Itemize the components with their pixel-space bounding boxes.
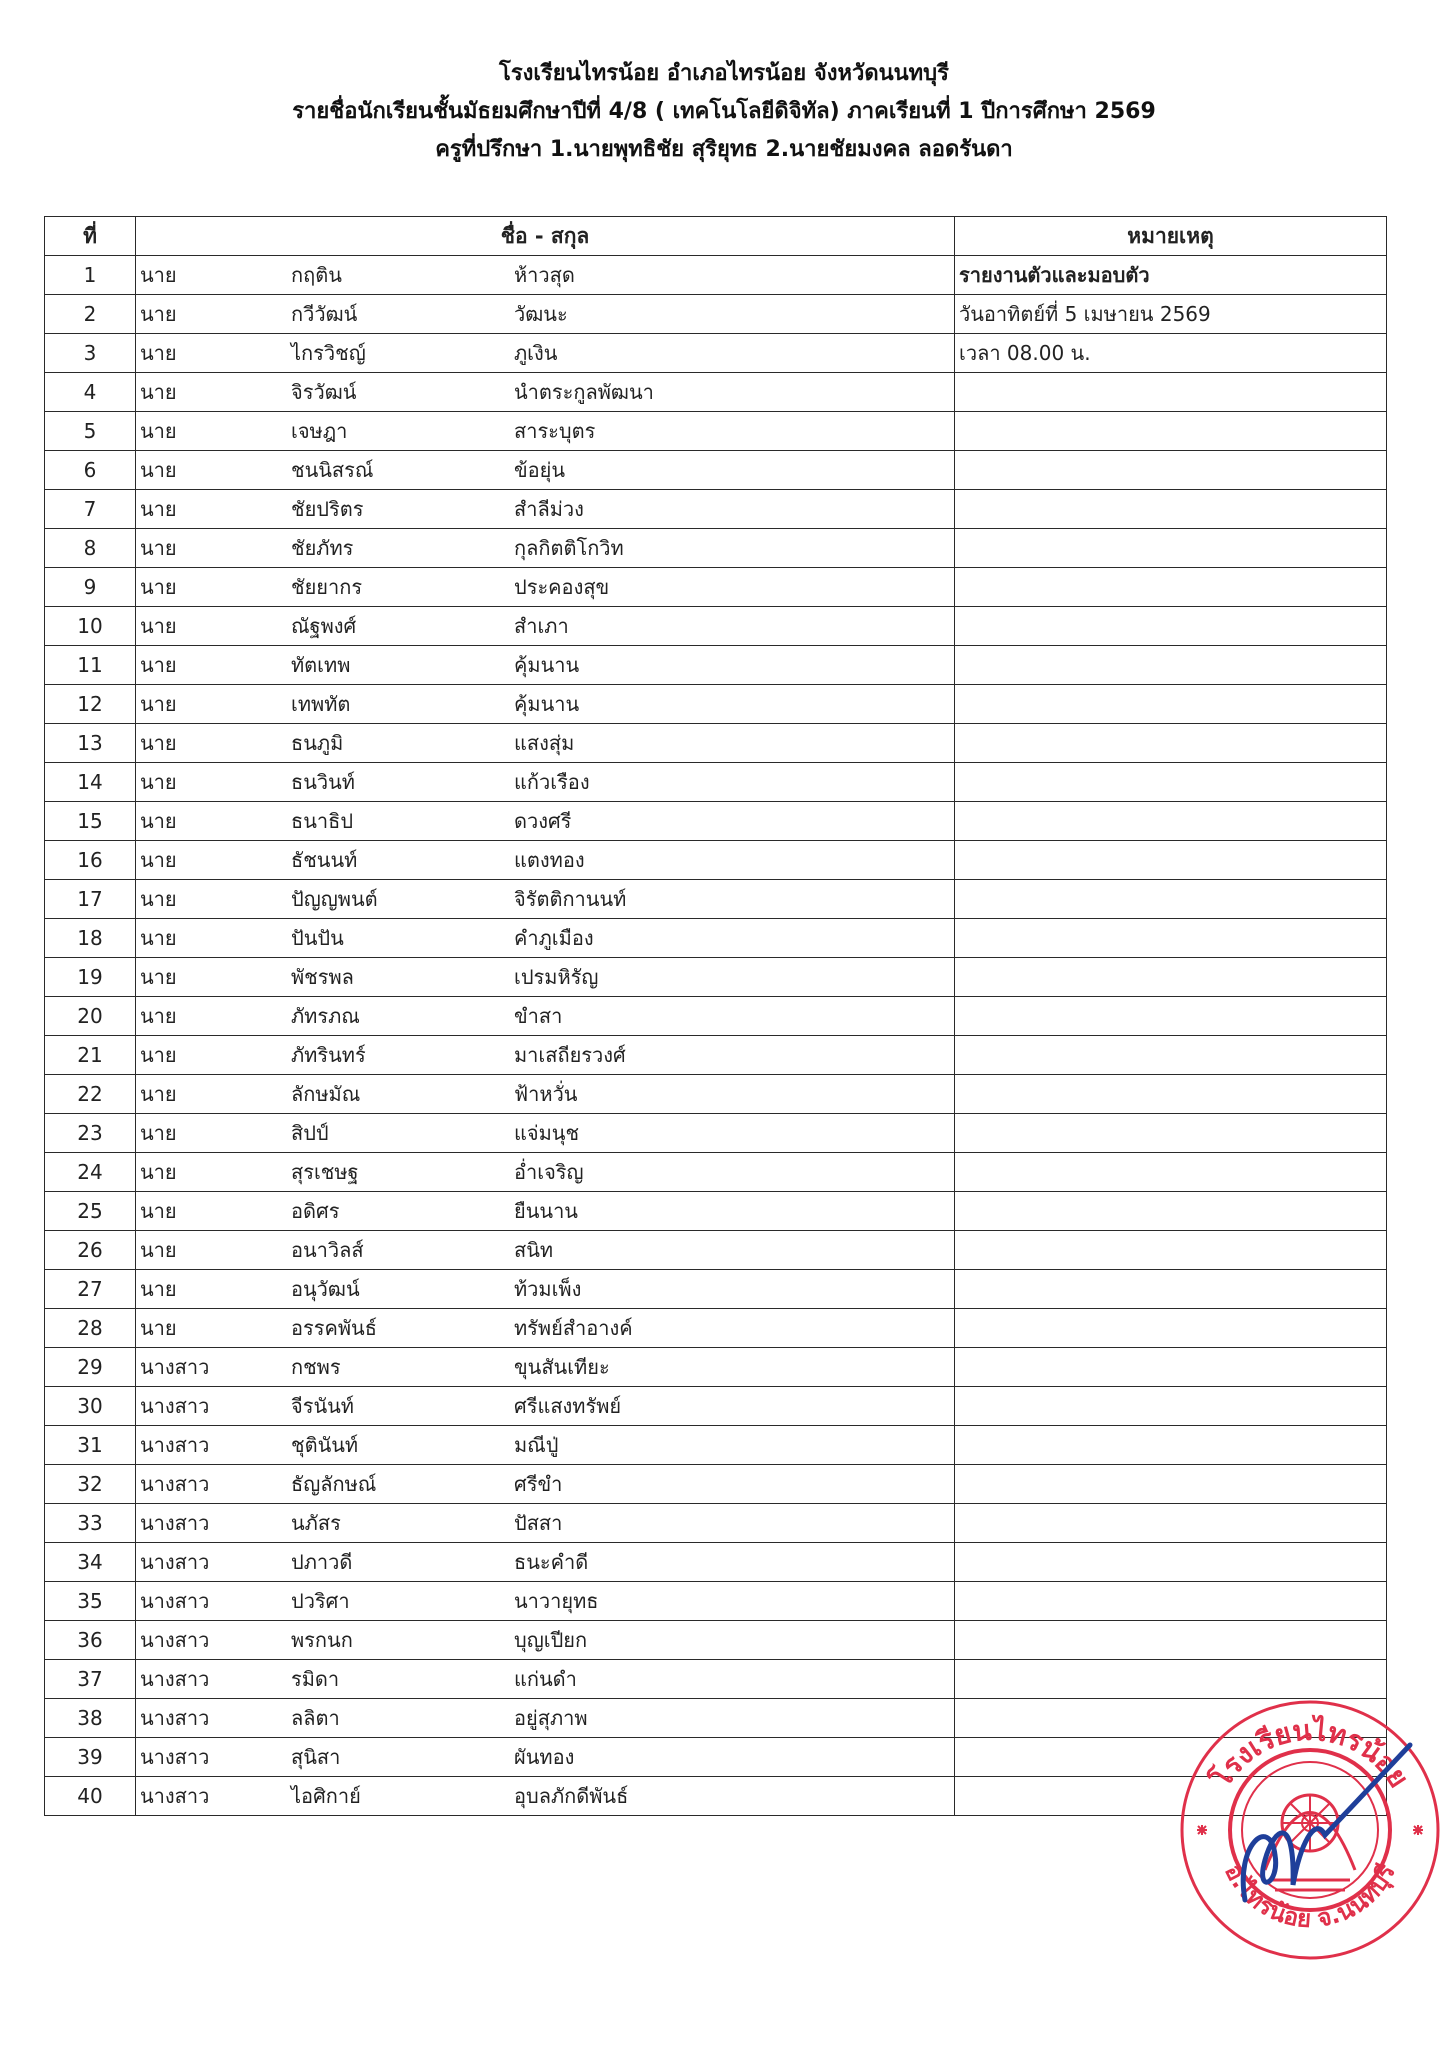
first-name: ปัญญพนต์ — [291, 887, 378, 911]
remark-cell — [955, 1465, 1387, 1504]
row-number: 18 — [45, 919, 136, 958]
first-name: สุนิสา — [291, 1745, 341, 1769]
row-number: 32 — [45, 1465, 136, 1504]
first-name: กฤติน — [291, 263, 342, 287]
table-header-row — [45, 217, 1387, 256]
table-row — [45, 334, 1387, 373]
remark-cell — [955, 802, 1387, 841]
name-title: นาย — [140, 848, 177, 872]
table-row — [45, 802, 1387, 841]
table-row — [45, 1348, 1387, 1387]
first-name: ธนวินท์ — [291, 770, 355, 794]
student-name — [136, 451, 955, 490]
last-name: นาวายุทธ — [514, 1589, 599, 1613]
last-name: ท้วมเพ็ง — [514, 1277, 582, 1301]
first-name: ปภาวดี — [291, 1550, 353, 1574]
student-name — [136, 997, 955, 1036]
student-name — [136, 1075, 955, 1114]
name-title: นาย — [140, 1043, 177, 1067]
table-row — [45, 1231, 1387, 1270]
table-row — [45, 1660, 1387, 1699]
name-title: นาย — [140, 1082, 177, 1106]
name-title: นาย — [140, 1004, 177, 1028]
student-name — [136, 1192, 955, 1231]
last-name: มาเสถียรวงศ์ — [514, 1043, 626, 1067]
remark-cell — [955, 529, 1387, 568]
name-title: นาย — [140, 1199, 177, 1223]
student-name — [136, 1387, 955, 1426]
last-name: ฟ้าหวั่น — [514, 1082, 578, 1106]
remark-cell — [955, 1348, 1387, 1387]
table-row — [45, 295, 1387, 334]
name-title: นางสาว — [140, 1589, 210, 1613]
student-name — [136, 1738, 955, 1777]
school-name: โรงเรียนไทรน้อย อำเภอไทรน้อย จังหวัดนนทบุรี — [499, 61, 949, 86]
last-name: นำตระกูลพัฒนา — [514, 380, 654, 404]
remark-cell — [955, 607, 1387, 646]
table-row — [45, 1075, 1387, 1114]
advisors: ครูที่ปรึกษา 1.นายพุทธิชัย สุริยุทธ 2.นายชัยมงคล ลอดรันดา — [435, 137, 1013, 162]
name-title: นาย — [140, 731, 177, 755]
table-row — [45, 1504, 1387, 1543]
name-title: นาย — [140, 1160, 177, 1184]
name-title: นางสาว — [140, 1628, 210, 1652]
name-title: นางสาว — [140, 1394, 210, 1418]
last-name: วัฒนะ — [514, 302, 568, 326]
last-name: แก่นดำ — [514, 1667, 577, 1691]
name-title: นาย — [140, 614, 177, 638]
name-title: นาย — [140, 302, 177, 326]
remark-cell — [955, 451, 1387, 490]
name-title: นาย — [140, 263, 177, 287]
remark-cell — [955, 1582, 1387, 1621]
row-number: 39 — [45, 1738, 136, 1777]
remark-cell — [955, 646, 1387, 685]
remark-cell — [955, 841, 1387, 880]
student-name — [136, 919, 955, 958]
remark-cell: รายงานตัวและมอบตัว — [955, 256, 1387, 295]
first-name: ชนนิสรณ์ — [291, 458, 374, 482]
first-name: ธัชนนท์ — [291, 848, 358, 872]
last-name: ผันทอง — [514, 1745, 575, 1769]
student-name — [136, 763, 955, 802]
table-row — [45, 919, 1387, 958]
name-title: นางสาว — [140, 1706, 210, 1730]
row-number: 6 — [45, 451, 136, 490]
row-number: 24 — [45, 1153, 136, 1192]
remark-cell — [955, 1387, 1387, 1426]
student-name — [136, 1777, 955, 1816]
last-name: บุญเปียก — [514, 1628, 588, 1652]
last-name: ขำสา — [514, 1004, 563, 1028]
remark-cell — [955, 1309, 1387, 1348]
first-name: ชัยภัทร — [291, 536, 354, 560]
remark-cell — [955, 1543, 1387, 1582]
name-title: นางสาว — [140, 1355, 210, 1379]
roster-body — [45, 256, 1387, 1816]
name-title: นาย — [140, 380, 177, 404]
remark-cell — [955, 763, 1387, 802]
student-name — [136, 1465, 955, 1504]
first-name: ปวริศา — [291, 1589, 350, 1613]
name-title: นางสาว — [140, 1784, 210, 1808]
student-name — [136, 529, 955, 568]
last-name: จิรัตติกานนท์ — [514, 887, 627, 911]
name-title: นางสาว — [140, 1745, 210, 1769]
list-title: รายชื่อนักเรียนชั้นมัธยมศึกษาปีที่ 4/8 ( เทคโนโลยีดิจิทัล) ภาคเรียนที่ 1 ปีการศึกษา 2569 — [292, 99, 1156, 124]
row-number: 33 — [45, 1504, 136, 1543]
remark-cell — [955, 1192, 1387, 1231]
row-number: 2 — [45, 295, 136, 334]
last-name: ธนะคำดี — [514, 1550, 589, 1574]
first-name: นภัสร — [291, 1511, 341, 1535]
svg-text:โรงเรียนไทรน้อย: โรงเรียนไทรน้อย — [1204, 1713, 1416, 1794]
last-name: ทรัพย์สำอางค์ — [514, 1316, 633, 1340]
student-name — [136, 802, 955, 841]
name-title: นาย — [140, 926, 177, 950]
name-title: นาย — [140, 887, 177, 911]
name-title: นาย — [140, 536, 177, 560]
remark-cell — [955, 1426, 1387, 1465]
last-name: แตงทอง — [514, 848, 585, 872]
name-title: นาย — [140, 653, 177, 677]
column-header-name: ชื่อ - สกุล — [136, 217, 955, 256]
table-row — [45, 958, 1387, 997]
name-title: นาย — [140, 458, 177, 482]
row-number: 23 — [45, 1114, 136, 1153]
first-name: ทัตเทพ — [291, 653, 351, 677]
student-name — [136, 1621, 955, 1660]
first-name: กชพร — [291, 1355, 341, 1379]
table-row — [45, 1621, 1387, 1660]
name-title: นางสาว — [140, 1550, 210, 1574]
name-title: นางสาว — [140, 1433, 210, 1457]
first-name: จีรนันท์ — [291, 1394, 354, 1418]
remark-cell — [955, 568, 1387, 607]
first-name: ธนาธิป — [291, 809, 354, 833]
table-row — [45, 685, 1387, 724]
remark-cell — [955, 1660, 1387, 1699]
table-row — [45, 1387, 1387, 1426]
student-name — [136, 1036, 955, 1075]
table-row — [45, 1426, 1387, 1465]
first-name: ภัทรภณ — [291, 1004, 360, 1028]
table-row — [45, 373, 1387, 412]
column-header-remark: หมายเหตุ — [955, 217, 1387, 256]
row-number: 3 — [45, 334, 136, 373]
student-name — [136, 1114, 955, 1153]
first-name: ธัญลักษณ์ — [291, 1472, 377, 1496]
row-number: 9 — [45, 568, 136, 607]
remark-cell — [955, 412, 1387, 451]
table-row — [45, 997, 1387, 1036]
last-name: แจ่มนุช — [514, 1121, 580, 1145]
table-row — [45, 1270, 1387, 1309]
row-number: 37 — [45, 1660, 136, 1699]
first-name: ชัยยากร — [291, 575, 363, 599]
student-name — [136, 334, 955, 373]
last-name: ข้อยุ่น — [514, 458, 566, 482]
remark-cell — [955, 1114, 1387, 1153]
name-title: นางสาว — [140, 1667, 210, 1691]
row-number: 7 — [45, 490, 136, 529]
first-name: ชัยปริตร — [291, 497, 364, 521]
student-name — [136, 880, 955, 919]
remark-cell — [955, 685, 1387, 724]
table-row — [45, 1543, 1387, 1582]
name-title: นาย — [140, 419, 177, 443]
table-row — [45, 841, 1387, 880]
name-title: นาย — [140, 1238, 177, 1262]
student-name — [136, 607, 955, 646]
last-name: สำเภา — [514, 614, 569, 638]
last-name: ปัสสา — [514, 1511, 563, 1535]
last-name: ขุนสันเทียะ — [514, 1355, 610, 1379]
table-row — [45, 1114, 1387, 1153]
remark-cell — [955, 997, 1387, 1036]
table-row — [45, 1192, 1387, 1231]
name-title: นาย — [140, 497, 177, 521]
row-number: 12 — [45, 685, 136, 724]
name-title: นางสาว — [140, 1511, 210, 1535]
first-name: สุรเชษฐ — [291, 1160, 359, 1184]
row-number: 17 — [45, 880, 136, 919]
row-number: 40 — [45, 1777, 136, 1816]
last-name: สนิท — [514, 1238, 554, 1262]
student-name — [136, 295, 955, 334]
name-title: นางสาว — [140, 1472, 210, 1496]
student-name — [136, 841, 955, 880]
student-name — [136, 1543, 955, 1582]
student-roster-table — [44, 216, 1387, 1816]
last-name: ประคองสุข — [514, 575, 610, 599]
table-row — [45, 1153, 1387, 1192]
last-name: ศรีแสงทรัพย์ — [514, 1394, 622, 1418]
last-name: เปรมหิรัญ — [514, 965, 599, 989]
row-number: 34 — [45, 1543, 136, 1582]
first-name: เจษฎา — [291, 419, 348, 443]
student-name — [136, 1660, 955, 1699]
table-row — [45, 880, 1387, 919]
last-name: กุลกิตติโกวิท — [514, 536, 624, 560]
row-number: 31 — [45, 1426, 136, 1465]
last-name: สาระบุตร — [514, 419, 596, 443]
school-seal-stamp — [1175, 1695, 1445, 1965]
name-title: นาย — [140, 1316, 177, 1340]
table-row — [45, 412, 1387, 451]
first-name: ภัทรินทร์ — [291, 1043, 366, 1067]
remark-cell — [955, 958, 1387, 997]
table-row — [45, 607, 1387, 646]
name-title: นาย — [140, 770, 177, 794]
last-name: อุบลภักดีพันธ์ — [514, 1784, 629, 1808]
row-number: 1 — [45, 256, 136, 295]
row-number: 26 — [45, 1231, 136, 1270]
first-name: ลลิตา — [291, 1706, 340, 1730]
name-title: นาย — [140, 341, 177, 365]
table-row — [45, 1582, 1387, 1621]
student-name — [136, 1153, 955, 1192]
row-number: 20 — [45, 997, 136, 1036]
first-name: อนาวิลส์ — [291, 1238, 364, 1262]
student-name — [136, 1504, 955, 1543]
row-number: 13 — [45, 724, 136, 763]
student-name — [136, 1582, 955, 1621]
row-number: 19 — [45, 958, 136, 997]
column-header-no: ที่ — [45, 217, 136, 256]
row-number: 29 — [45, 1348, 136, 1387]
svg-text:อ.ไทรน้อย จ.นนทบุรี: อ.ไทรน้อย จ.นนทบุรี — [1219, 1859, 1401, 1934]
student-name — [136, 685, 955, 724]
remark-cell — [955, 1036, 1387, 1075]
first-name: ไกรวิชญ์ — [291, 341, 366, 365]
first-name: ชุตินันท์ — [291, 1433, 359, 1457]
row-number: 5 — [45, 412, 136, 451]
student-name — [136, 1231, 955, 1270]
document-header — [0, 55, 1448, 169]
last-name: ห้าวสุด — [514, 263, 575, 287]
last-name: คุ้มนาน — [514, 692, 580, 716]
remark-cell: วันอาทิตย์ที่ 5 เมษายน 2569 — [955, 295, 1387, 334]
first-name: ปันปัน — [291, 926, 344, 950]
name-title: นาย — [140, 692, 177, 716]
last-name: คุ้มนาน — [514, 653, 580, 677]
first-name: อดิศร — [291, 1199, 340, 1223]
row-number: 30 — [45, 1387, 136, 1426]
student-name — [136, 490, 955, 529]
first-name: ธนภูมิ — [291, 731, 344, 755]
table-row — [45, 451, 1387, 490]
name-title: นาย — [140, 965, 177, 989]
row-number: 21 — [45, 1036, 136, 1075]
first-name: กวีวัฒน์ — [291, 302, 358, 326]
row-number: 22 — [45, 1075, 136, 1114]
first-name: ไอศิกาย์ — [291, 1784, 361, 1808]
row-number: 8 — [45, 529, 136, 568]
row-number: 28 — [45, 1309, 136, 1348]
table-row — [45, 763, 1387, 802]
last-name: มณีปู่ — [514, 1433, 559, 1457]
last-name: แก้วเรือง — [514, 770, 590, 794]
remark-cell — [955, 1621, 1387, 1660]
table-row — [45, 646, 1387, 685]
row-number: 10 — [45, 607, 136, 646]
last-name: ยืนนาน — [514, 1199, 578, 1223]
first-name: อนุวัฒน์ — [291, 1277, 360, 1301]
table-row — [45, 1309, 1387, 1348]
row-number: 11 — [45, 646, 136, 685]
first-name: จิรวัฒน์ — [291, 380, 357, 404]
row-number: 38 — [45, 1699, 136, 1738]
first-name: สิปป์ — [291, 1121, 329, 1145]
row-number: 36 — [45, 1621, 136, 1660]
row-number: 27 — [45, 1270, 136, 1309]
last-name: คำภูเมือง — [514, 926, 594, 950]
name-title: นาย — [140, 809, 177, 833]
table-row — [45, 724, 1387, 763]
remark-cell — [955, 1270, 1387, 1309]
student-name — [136, 1270, 955, 1309]
student-name — [136, 1426, 955, 1465]
first-name: รมิดา — [291, 1667, 340, 1691]
student-name — [136, 1699, 955, 1738]
student-name — [136, 256, 955, 295]
name-title: นาย — [140, 575, 177, 599]
table-row — [45, 256, 1387, 295]
student-name — [136, 568, 955, 607]
remark-cell — [955, 1231, 1387, 1270]
student-name — [136, 646, 955, 685]
last-name: สำลีม่วง — [514, 497, 584, 521]
remark-cell — [955, 373, 1387, 412]
student-name — [136, 724, 955, 763]
last-name: ภูเงิน — [514, 341, 558, 365]
remark-cell — [955, 1075, 1387, 1114]
table-row — [45, 568, 1387, 607]
name-title: นาย — [140, 1121, 177, 1145]
last-name: อยู่สุภาพ — [514, 1706, 588, 1730]
last-name: อ่ำเจริญ — [514, 1160, 584, 1184]
row-number: 4 — [45, 373, 136, 412]
first-name: ณัฐพงศ์ — [291, 614, 357, 638]
row-number: 25 — [45, 1192, 136, 1231]
student-name — [136, 1309, 955, 1348]
row-number: 14 — [45, 763, 136, 802]
last-name: แสงสุ่ม — [514, 731, 575, 755]
first-name: ลักษมัณ — [291, 1082, 361, 1106]
first-name: พรกนก — [291, 1628, 353, 1652]
remark-cell — [955, 919, 1387, 958]
remark-cell — [955, 724, 1387, 763]
first-name: พัชรพล — [291, 965, 354, 989]
remark-cell — [955, 880, 1387, 919]
first-name: เทพทัต — [291, 692, 351, 716]
first-name: อรรคพันธ์ — [291, 1316, 377, 1340]
remark-cell — [955, 490, 1387, 529]
student-name — [136, 958, 955, 997]
row-number: 15 — [45, 802, 136, 841]
student-name — [136, 412, 955, 451]
row-number: 16 — [45, 841, 136, 880]
last-name: ดวงศรี — [514, 809, 572, 833]
remark-cell — [955, 1504, 1387, 1543]
table-row — [45, 1036, 1387, 1075]
remark-cell — [955, 1153, 1387, 1192]
table-row — [45, 1465, 1387, 1504]
name-title: นาย — [140, 1277, 177, 1301]
row-number: 35 — [45, 1582, 136, 1621]
remark-cell: เวลา 08.00 น. — [955, 334, 1387, 373]
last-name: ศรีขำ — [514, 1472, 563, 1496]
table-row — [45, 529, 1387, 568]
student-name — [136, 373, 955, 412]
student-name — [136, 1348, 955, 1387]
table-row — [45, 490, 1387, 529]
